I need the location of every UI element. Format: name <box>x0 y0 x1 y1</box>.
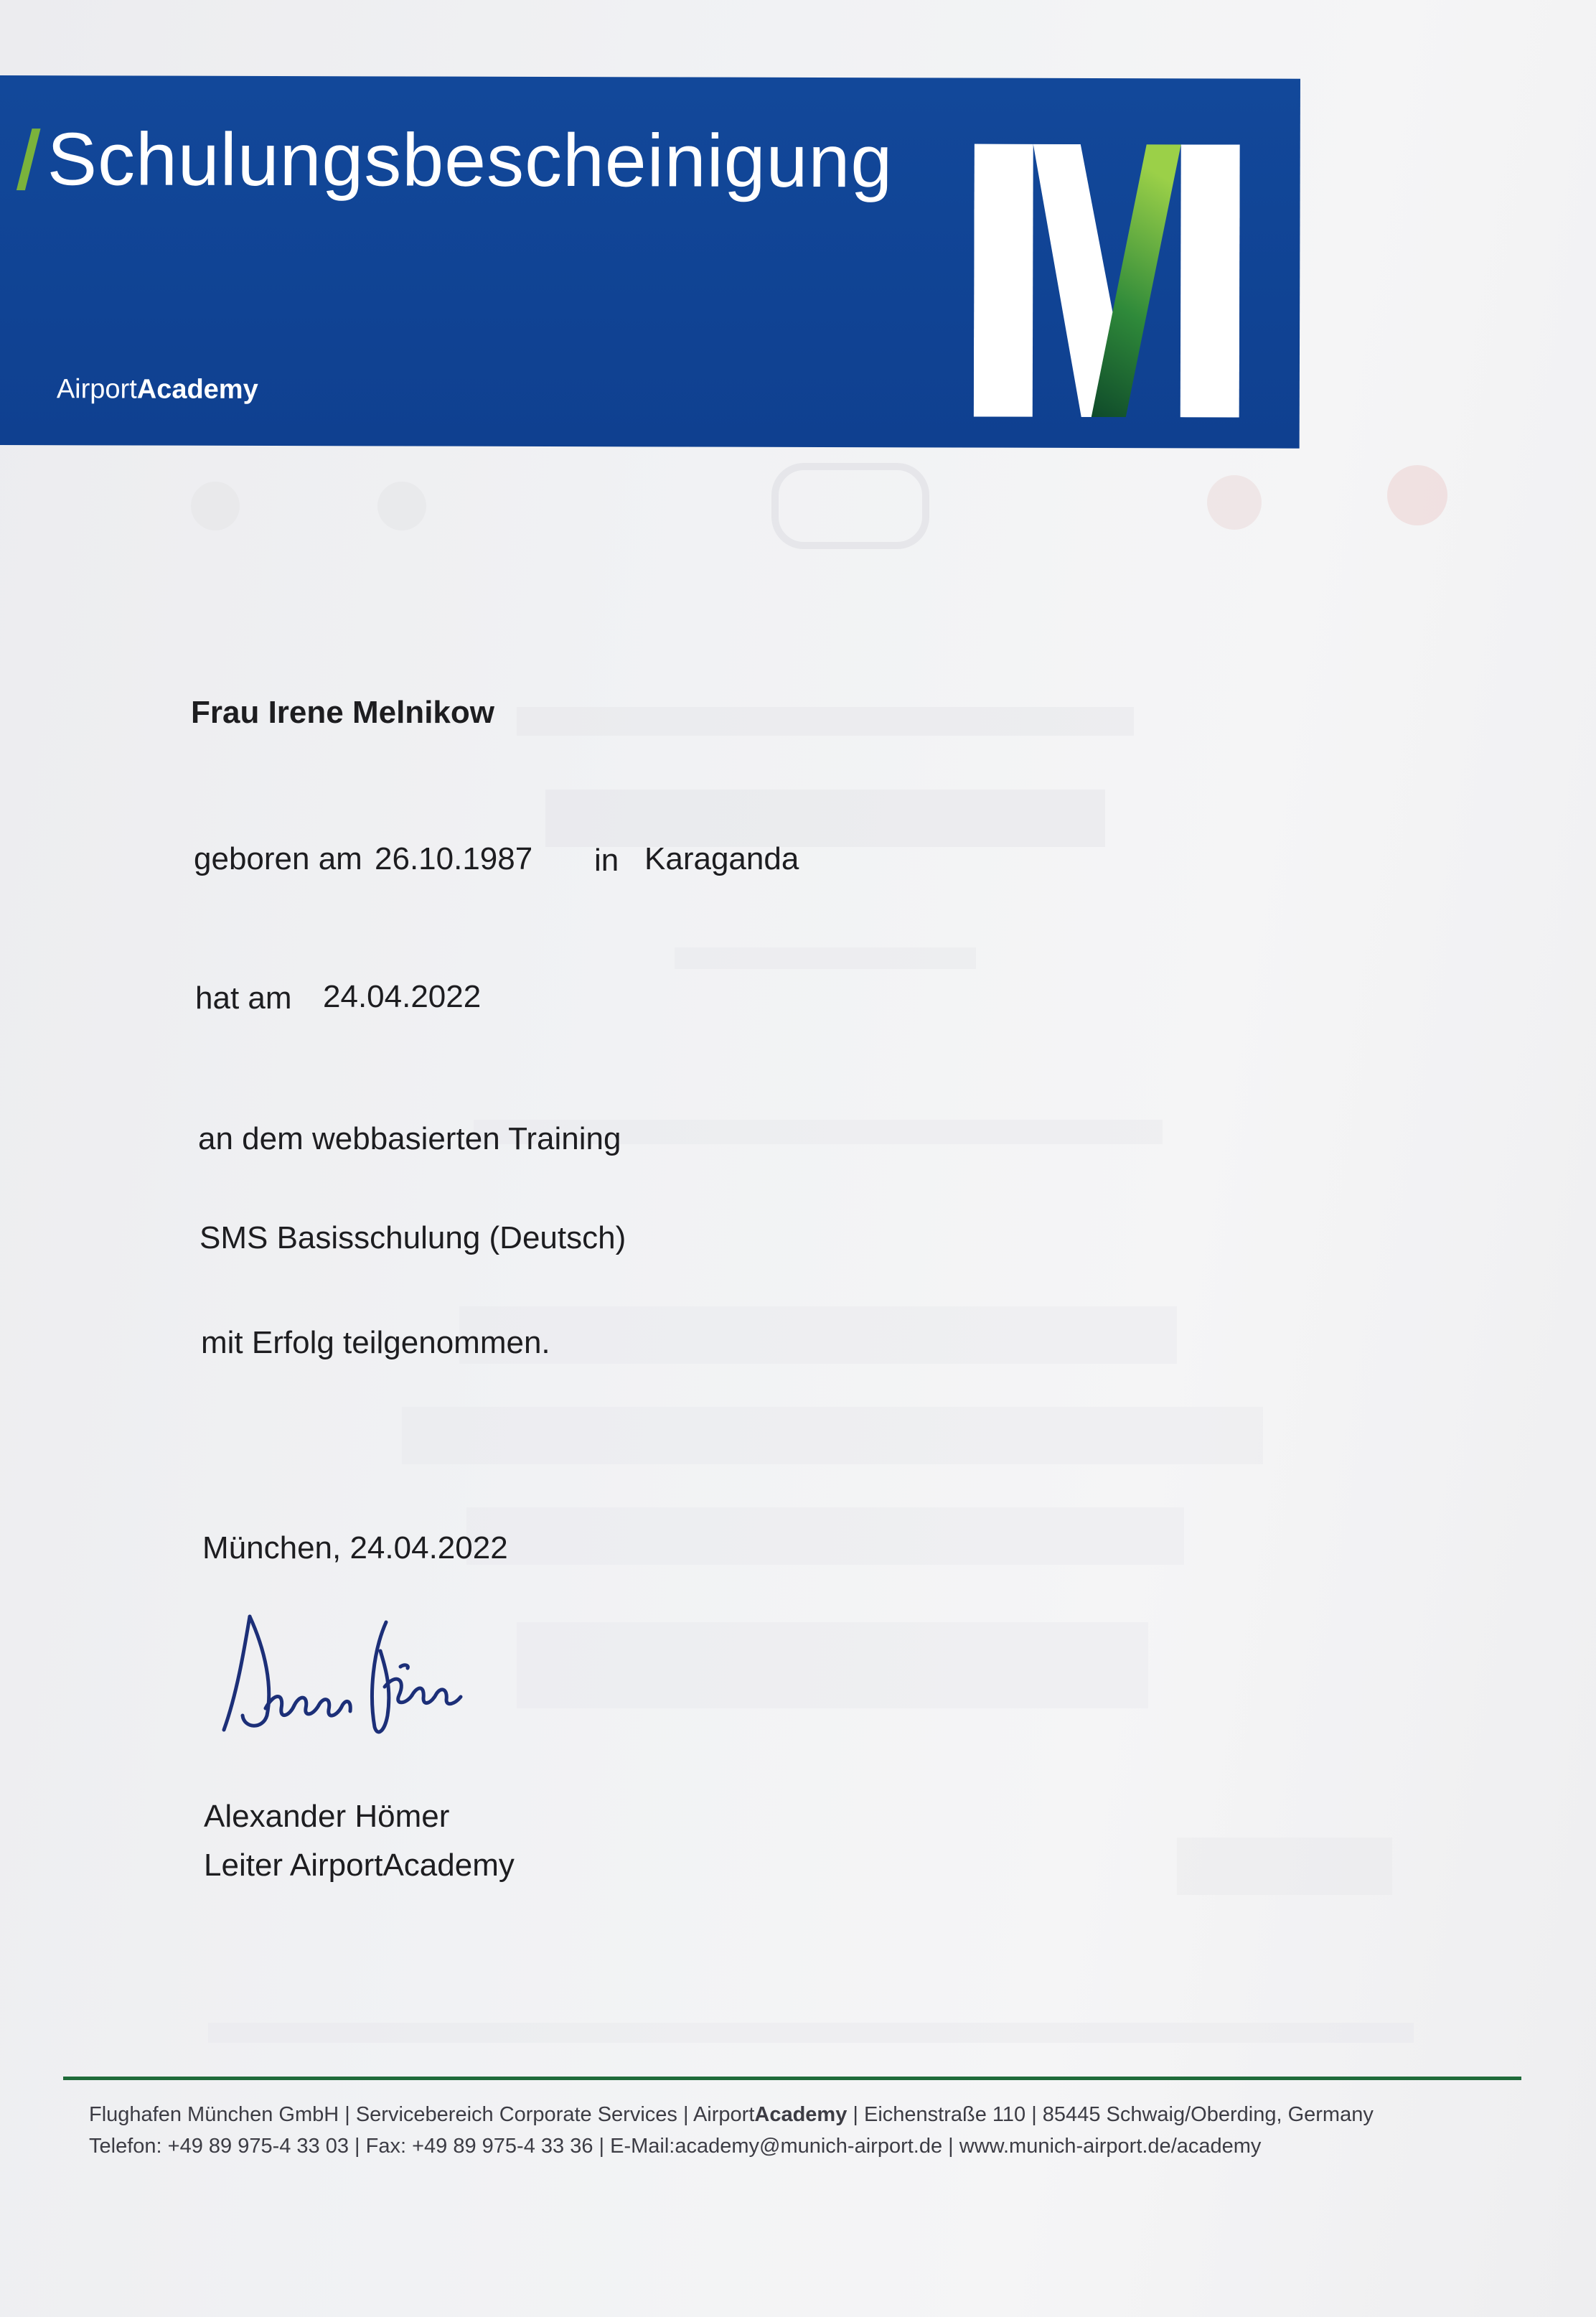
header-banner <box>0 75 1300 449</box>
course-title: SMS Basisschulung (Deutsch) <box>200 1220 626 1255</box>
signature-image <box>215 1608 488 1759</box>
birth-place: Karaganda <box>644 841 799 876</box>
footer-divider <box>63 2077 1521 2080</box>
footer-address <box>89 2103 1374 2127</box>
signatory-name: Alexander Hömer <box>204 1799 450 1834</box>
munich-airport-m-logo-icon <box>974 144 1240 418</box>
footer-address-part2: | Eichenstraße 110 | 85445 Schwaig/Oberding, Germany <box>847 2103 1374 2126</box>
place-and-date: München, 24.04.2022 <box>202 1530 508 1565</box>
result-text: mit Erfolg teilgenommen. <box>201 1325 550 1360</box>
signatory-role: Leiter AirportAcademy <box>204 1848 515 1883</box>
recipient-name: Frau Irene Melnikow <box>191 695 494 730</box>
certificate-title: Schulungsbescheinigung <box>47 118 893 204</box>
title-accent-slash <box>17 128 41 190</box>
training-intro: an dem webbasierten Training <box>198 1121 621 1156</box>
footer-contact: Telefon: +49 89 975-4 33 03 | Fax: +49 89 975-4 33 36 | E-Mail:academy@munich-airport.de | www.munich-airport.de/academy <box>89 2135 1262 2158</box>
birth-date: 26.10.1987 <box>375 841 533 876</box>
brand-part-academy: Academy <box>136 374 258 405</box>
born-label: geboren am <box>194 841 362 876</box>
date-label: hat am <box>195 980 292 1016</box>
airport-academy-brand <box>57 374 258 406</box>
brand-part-airport: Airport <box>56 374 137 405</box>
training-date: 24.04.2022 <box>323 979 482 1014</box>
in-label: in <box>594 843 619 878</box>
footer-address-part1: Flughafen München GmbH | Servicebereich Corporate Services | Airport <box>89 2103 755 2126</box>
footer-address-academy: Academy <box>754 2103 848 2126</box>
